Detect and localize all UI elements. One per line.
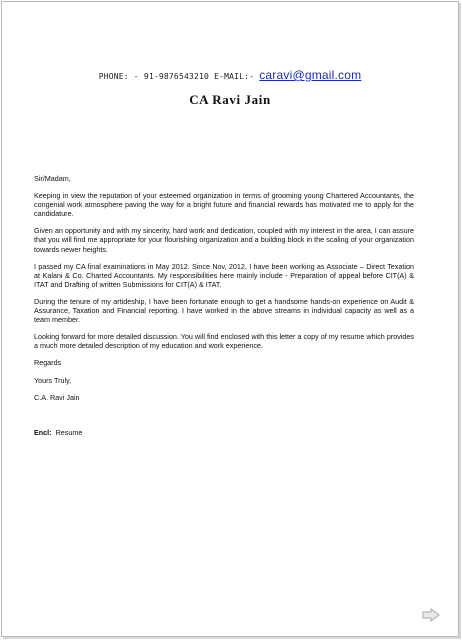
contact-line <box>2 68 458 82</box>
enclosure-value: Resume <box>55 428 83 437</box>
email-link[interactable]: caravi@gmail.com <box>259 68 362 82</box>
paragraph-2: Given an opportunity and with my sincerity, hard work and dedication, coupled with my interest in the area, I can assure that you will find me appropriate for your flourishing organization and a building block in the scaling of your organization towards newer heights. <box>34 226 414 254</box>
closing: Yours Truly, <box>34 375 72 385</box>
paragraph-4: During the tenure of my artideship, I have been fortunate enough to get a handsome hands-on experience on Audit & Assurance, Taxation and Financial reporting. I have worked in the above streams in individual capacity as well as a team member. <box>34 296 414 325</box>
enclosure-label: Encl: <box>34 428 52 437</box>
phone-text: PHONE: - 91-9876543210 E-MAIL:- <box>98 72 255 81</box>
paragraph-5: Looking forward for more detailed discussion. You will find enclosed with this letter a copy of my resume which provides a much more detailed description of my education and work experience. <box>34 332 414 351</box>
paragraph-3: I passed my CA final examinations in May 2012. Since Nov, 2012, I have been working as Associate – Direct Texation at Kalani & Co. Charted Accountants. My responsibilities here mainly include - Preparation of appeal before CIT(A) & ITAT and Drafting of written Submissions for CIT(A) & ITAT. <box>34 261 414 289</box>
next-arrow-icon[interactable] <box>422 608 440 622</box>
document-page <box>1 1 459 637</box>
salutation: Sir/Madam, <box>34 174 71 183</box>
signature: C.A. Ravi Jain <box>34 392 80 402</box>
paragraph-1: Keeping in view the reputation of your esteemed organization in terms of grooming young Chartered Accountants, the congenial work atmosphere paving the way for a bright future and financial rewards has motivated me to apply for the candidature. <box>34 191 414 219</box>
applicant-name: CA Ravi Jain <box>189 92 271 107</box>
regards: Regards <box>34 358 62 368</box>
letter-body <box>34 174 414 410</box>
enclosure-line <box>34 428 82 437</box>
